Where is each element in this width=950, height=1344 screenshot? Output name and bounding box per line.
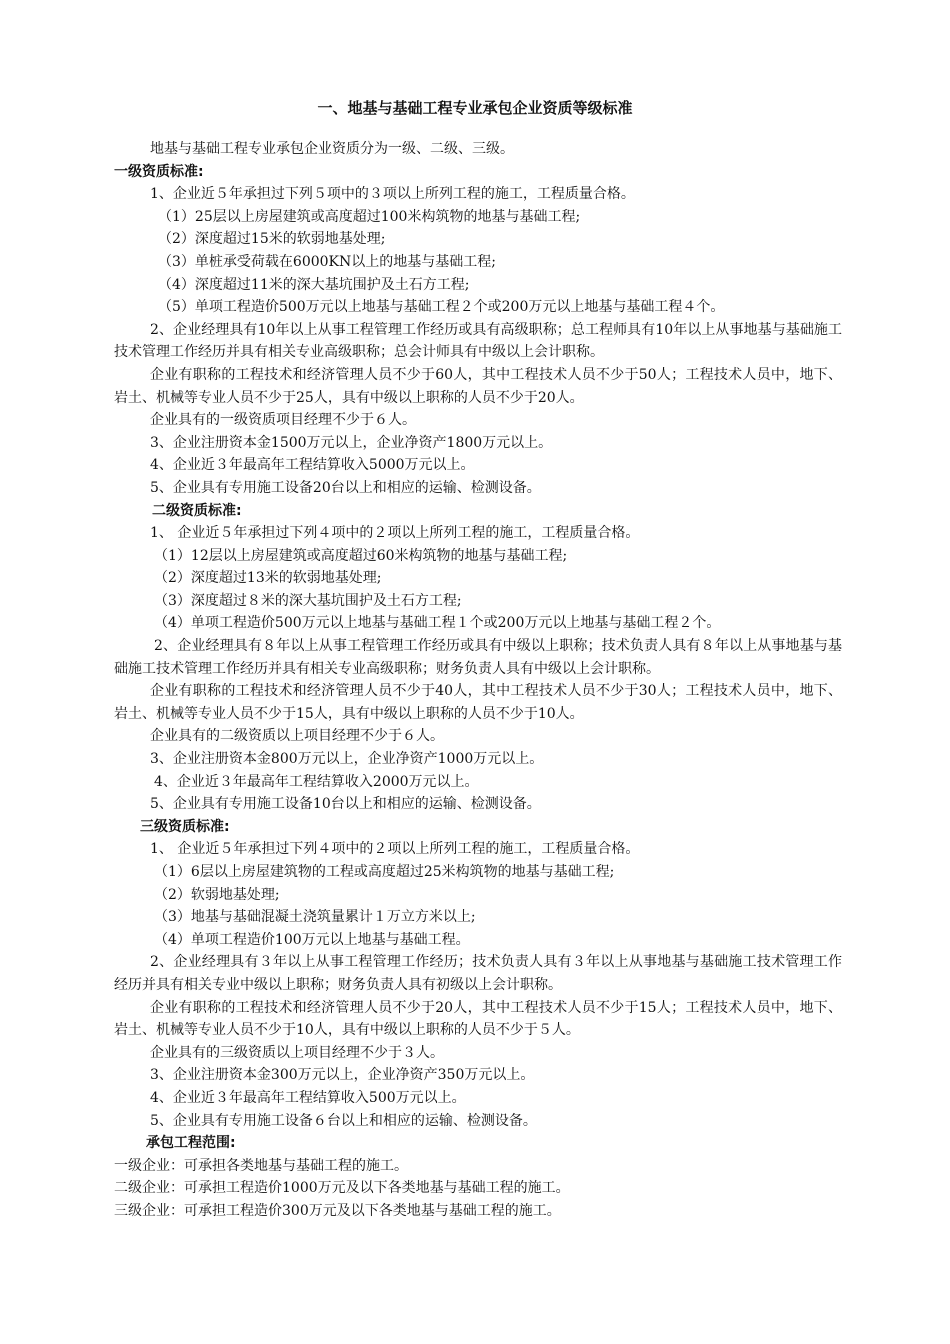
document-body [114, 138, 842, 1223]
grade2-item-5: 5、企业具有专用施工设备10台以上和相应的运输、检测设备。 [150, 796, 541, 813]
grade2-subitem: （3）深度超过８米的深大基坑围护及土石方工程; [154, 592, 462, 609]
grade1-item-5: 5、企业具有专用施工设备20台以上和相应的运输、检测设备。 [150, 479, 541, 496]
grade1-subitem: （4）深度超过11米的深大基坑围护及土石方工程; [158, 276, 470, 293]
grade2-item-1: 1、 企业近５年承担过下列４项中的２项以上所列工程的施工，工程质量合格。 [150, 525, 640, 542]
grade3-manager-paragraph: 企业具有的三级资质以上项目经理不少于３人。 [150, 1044, 444, 1061]
grade2-heading: 二级资质标准: [152, 502, 242, 519]
grade3-subitem: （3）地基与基础混凝土浇筑量累计１万立方米以上; [154, 909, 476, 926]
grade3-subitem: （4）单项工程造价100万元以上地基与基础工程。 [154, 931, 470, 948]
scope-line: 二级企业：可承担工程造价1000万元及以下各类地基与基础工程的施工。 [114, 1180, 570, 1197]
grade1-heading: 一级资质标准: [114, 163, 204, 180]
page-title: 一、地基与基础工程专业承包企业资质等级标准 [317, 99, 633, 117]
grade2-subitem: （4）单项工程造价500万元以上地基与基础工程１个或200万元以上地基与基础工程２个。 [154, 615, 721, 632]
grade1-item-2: 2、企业经理具有10年以上从事工程管理工作经历或具有高级职称；总工程师具有10年以上从事地基与基础施工技术管理工作经历并具有相关专业高级职称；总会计师具有中级以上会计职称。 [114, 321, 842, 361]
scope-line: 一级企业：可承担各类地基与基础工程的施工。 [114, 1157, 408, 1174]
grade2-item-3: 3、企业注册资本金800万元以上，企业净资产1000万元以上。 [150, 751, 544, 768]
grade1-subitem: （2）深度超过15米的软弱地基处理; [158, 231, 386, 248]
grade3-item-3: 3、企业注册资本金300万元以上，企业净资产350万元以上。 [150, 1067, 535, 1084]
grade2-staff-paragraph: 企业有职称的工程技术和经济管理人员不少于40人，其中工程技术人员不少于30人；工程技术人员中，地下、岩土、机械等专业人员不少于15人，具有中级以上职称的人员不少于10人。 [114, 683, 842, 722]
grade1-subitem: （1）25层以上房屋建筑或高度超过100米构筑物的地基与基础工程; [158, 208, 581, 225]
scope-line: 三级企业：可承担工程造价300万元及以下各类地基与基础工程的施工。 [114, 1202, 561, 1219]
grade1-subitem: （5）单项工程造价500万元以上地基与基础工程２个或200万元以上地基与基础工程４个。 [158, 299, 725, 316]
grade3-subitem: （2）软弱地基处理; [154, 886, 280, 903]
grade3-item-5: 5、企业具有专用施工设备６台以上和相应的运输、检测设备。 [150, 1112, 537, 1129]
grade1-staff-paragraph: 企业有职称的工程技术和经济管理人员不少于60人，其中工程技术人员不少于50人；工程技术人员中，地下、岩土、机械等专业人员不少于25人，具有中级以上职称的人员不少于20人。 [114, 366, 842, 406]
grade2-subitem: （1）12层以上房屋建筑或高度超过60米构筑物的地基与基础工程; [154, 547, 568, 564]
grade2-item-2: 2、企业经理具有８年以上从事工程管理工作经历或具有中级以上职称；技术负责人具有８年以上从事地基与基础施工技术管理工作经历并具有相关专业高级职称；财务负责人具有中级以上会计职称。 [114, 638, 842, 677]
intro-paragraph: 地基与基础工程专业承包企业资质分为一级、二级、三级。 [150, 141, 514, 157]
grade1-manager-paragraph: 企业具有的一级资质项目经理不少于６人。 [150, 412, 416, 429]
scope-heading: 承包工程范围: [146, 1135, 236, 1152]
grade3-item-1: 1、 企业近５年承担过下列４项中的２项以上所列工程的施工，工程质量合格。 [150, 841, 640, 858]
grade1-subitem: （3）单桩承受荷载在6000KN以上的地基与基础工程; [158, 253, 496, 270]
grade3-subitem: （1）6层以上房屋建筑物的工程或高度超过25米构筑物的地基与基础工程; [154, 864, 615, 880]
grade3-item-2: 2、企业经理具有３年以上从事工程管理工作经历；技术负责人具有３年以上从事地基与基础施工技术管理工作经历并具有相关专业中级以上职称；财务负责人具有初级以上会计职称。 [114, 954, 842, 993]
grade1-item-4: 4、企业近３年最高年工程结算收入5000万元以上。 [150, 457, 475, 474]
grade2-item-4: 4、企业近３年最高年工程结算收入2000万元以上。 [154, 773, 479, 790]
grade3-item-4: 4、企业近３年最高年工程结算收入500万元以上。 [150, 1089, 466, 1106]
grade3-staff-paragraph: 企业有职称的工程技术和经济管理人员不少于20人，其中工程技术人员不少于15人；工程技术人员中，地下、岩土、机械等专业人员不少于10人，具有中级以上职称的人员不少于５人。 [114, 999, 842, 1039]
grade3-heading: 三级资质标准: [140, 818, 230, 835]
grade1-item-1: 1、企业近５年承担过下列５项中的３项以上所列工程的施工，工程质量合格。 [150, 186, 635, 203]
grade2-subitem: （2）深度超过13米的软弱地基处理; [154, 570, 382, 587]
grade1-item-3: 3、企业注册资本金1500万元以上，企业净资产1800万元以上。 [150, 434, 553, 451]
grade2-manager-paragraph: 企业具有的二级资质以上项目经理不少于６人。 [150, 728, 444, 745]
